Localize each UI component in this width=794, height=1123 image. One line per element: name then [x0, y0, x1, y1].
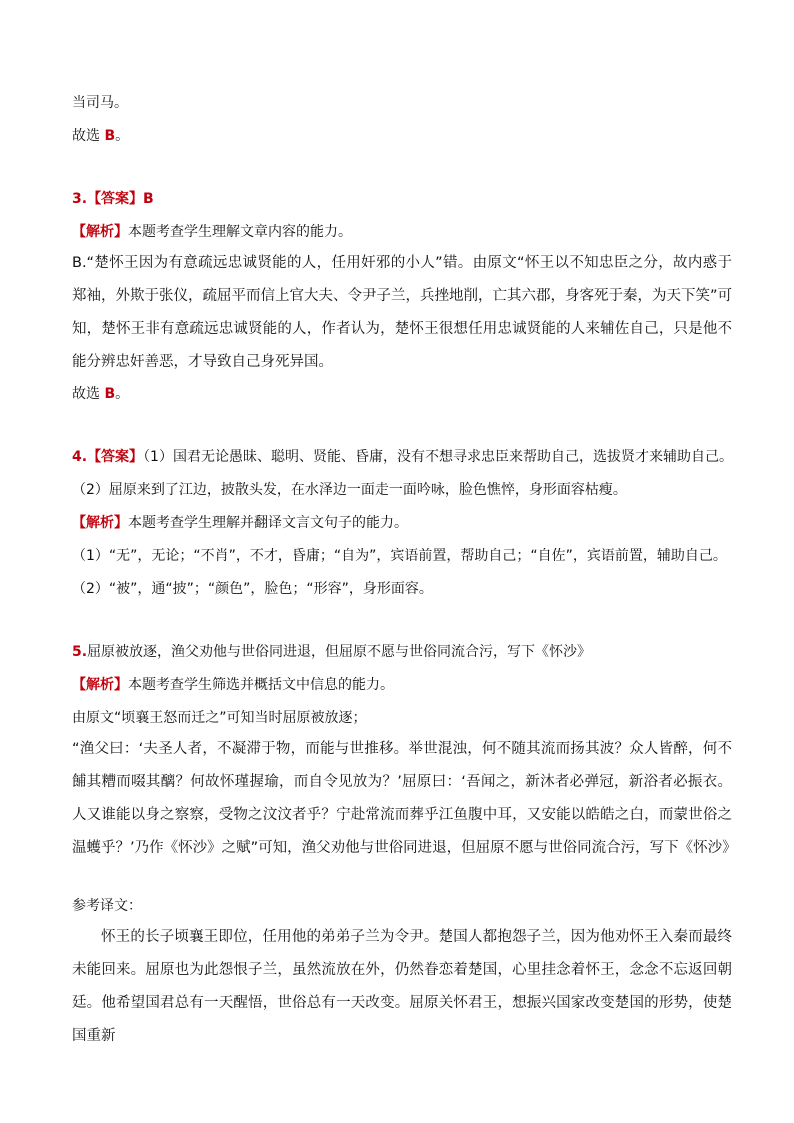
answer-tag: 【答案】 [87, 449, 144, 465]
answer-pick-line [72, 125, 732, 147]
answer-letter: B [104, 386, 116, 402]
analysis-text: 本题考查学生理解文章内容的能力。 [128, 224, 352, 240]
q4-answer-line [72, 446, 732, 468]
q5-analysis-body: “渔父曰：‘夫圣人者，不凝滞于物，而能与世推移。举世混浊，何不随其流而扬其波？众人皆醉，何不餔其糟而啜其醨？何故怀瑾握瑜，而自令见放为？’屈原曰：‘吾闻之，新沐者必弹冠，新浴者必振衣。人又谁能以身之察察，受物之汶汶者乎？宁赴常流而葬乎江鱼腹中耳，又安能以皓皓之白，而蒙世俗之温蠖乎？’乃作《怀沙》之赋”可知，渔父劝他与世俗同进退，但屈原不愿与世俗同流合污，写下《怀沙》 [72, 741, 737, 856]
reference-title-text: 参考译文： [72, 898, 142, 914]
text: 。 [115, 386, 130, 402]
q5-line-1 [72, 707, 732, 729]
answer-text: （1）国君无论愚昧、聪明、贤能、昏庸，没有不想寻求忠臣来帮助自己，选拔贤才来辅助自己。 [143, 449, 733, 465]
document-page [72, 92, 737, 1053]
question-number: 4. [72, 449, 88, 465]
answer-letter: B [104, 128, 116, 144]
reference-title [72, 895, 732, 917]
text-line [72, 92, 732, 114]
q4-analysis-line [72, 512, 732, 534]
q5-answer-line [72, 641, 732, 663]
q4-answer-line-2 [72, 479, 732, 501]
q3-pick-line [72, 383, 732, 405]
q5-analysis-line [72, 674, 732, 696]
analysis-text: 本题考查学生筛选并概括文中信息的能力。 [128, 677, 394, 693]
analysis-text: 由原文“顷襄王怒而迁之”可知当时屈原被放逐； [72, 710, 367, 726]
q4-analysis-2 [72, 578, 732, 600]
analysis-text: （2）“被”，通“披”；“颜色”，脸色；“形容”，身形面容。 [72, 581, 433, 597]
text: 故选 [72, 386, 105, 402]
analysis-tag: 【解析】 [72, 515, 128, 531]
analysis-text: （1）“无”，无论；“不肖”，不才，昏庸；“自为”，宾语前置，帮助自己；“自佐”，宾语前置，辅助自己。 [72, 548, 727, 564]
text: 当司马。 [72, 95, 128, 111]
q4-analysis-1 [72, 545, 732, 567]
answer-tag: 【答案】B [87, 191, 154, 207]
question-number: 3. [72, 191, 88, 207]
answer-text: （2）屈原来到了江边，披散头发，在水泽边一面走一面吟咏，脸色憔悴，身形面容枯瘦。 [72, 482, 627, 498]
answer-text: 屈原被放逐，渔父劝他与世俗同进退，但屈原不愿与世俗同流合污，写下《怀沙》 [87, 644, 592, 660]
text: 。 [115, 128, 130, 144]
q3-answer-line [72, 188, 732, 210]
q3-analysis-line [72, 221, 732, 243]
analysis-text: 本题考查学生理解并翻译文言文句子的能力。 [128, 515, 408, 531]
analysis-tag: 【解析】 [72, 224, 128, 240]
text: 故选 [72, 128, 105, 144]
question-number: 5. [72, 644, 88, 660]
reference-body: 怀王的长子顷襄王即位，任用他的弟弟子兰为令尹。楚国人都抱怨子兰，因为他劝怀王入秦而最终未能回来。屈原也为此怨恨子兰，虽然流放在外，仍然眷恋着楚国，心里挂念着怀王，念念不忘返回朝廷。他希望国君总有一天醒悟，世俗总有一天改变。屈原关怀君王，想振兴国家改变楚国的形势，使楚国重新 [72, 929, 732, 1044]
q3-analysis-body: B.“楚怀王因为有意疏远忠诚贤能的人，任用奸邪的小人”错。由原文“怀王以不知忠臣之分，故内惑于郑袖，外欺于张仪，疏屈平而信上官大夫、令尹子兰，兵挫地削，亡其六郡，身客死于秦，为天下笑”可知，楚怀王非有意疏远忠诚贤能的人，作者认为，楚怀王很想任用忠诚贤能的人来辅佐自己，只是他不能分辨忠奸善恶，才导致自己身死异国。 [72, 255, 733, 370]
analysis-tag: 【解析】 [72, 677, 128, 693]
